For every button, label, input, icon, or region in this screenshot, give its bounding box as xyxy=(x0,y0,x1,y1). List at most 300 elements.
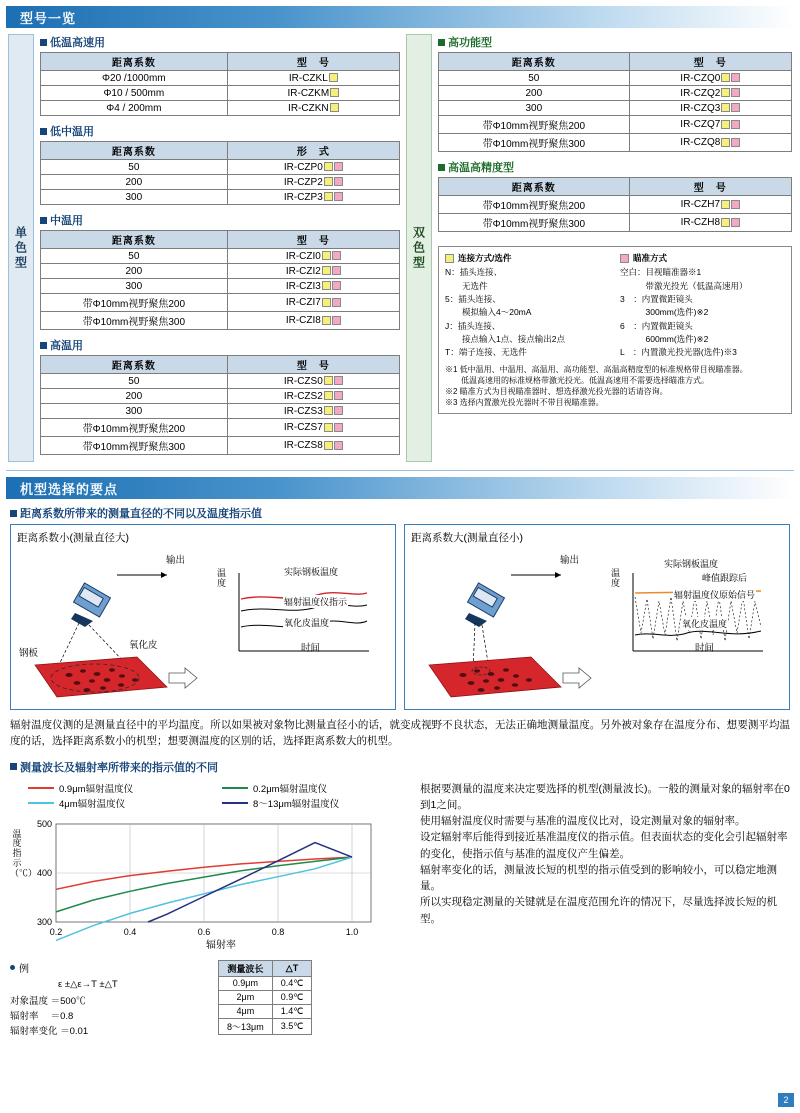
example-left xyxy=(10,960,210,1040)
chip-yellow-icon xyxy=(721,200,730,209)
chart-legend xyxy=(28,781,410,810)
section-1-banner xyxy=(6,6,794,28)
legend-item: N：插头连接、 xyxy=(445,267,503,278)
chart-x-axis-label: 辐射率 xyxy=(206,939,236,951)
legend-note: ※1 低中温用、中温用、高温用、高功能型、高温高精度型的标准规格带目视瞄准器。 xyxy=(445,364,748,374)
figure-2-curve-label-raw: 辐射温度仪原始信号 xyxy=(674,590,756,600)
chip-pink-icon xyxy=(334,192,343,201)
chip-pink-icon xyxy=(332,266,341,275)
cell-coef: 带Φ10mm视野聚焦300 xyxy=(41,312,228,330)
table-row xyxy=(219,1004,312,1018)
chip-yellow-icon xyxy=(721,88,730,97)
model-text: IR-CZP3 xyxy=(283,191,323,203)
table-row xyxy=(439,101,792,116)
model-text: IR-CZKL xyxy=(288,72,328,84)
svg-text:0.2: 0.2 xyxy=(49,926,63,937)
table-high-function xyxy=(438,52,792,152)
chip-yellow-icon xyxy=(324,406,333,415)
example-row: 辐射率 ＝0.8 xyxy=(10,1010,74,1022)
group-heading xyxy=(40,34,400,50)
model-text: IR-CZQ8 xyxy=(680,137,721,148)
chip-yellow-icon xyxy=(324,391,333,400)
figure-2-x-axis-label: 时间 xyxy=(695,643,715,654)
table-row xyxy=(41,374,400,389)
legend-item: 空白：目视瞄准器※1 xyxy=(620,267,702,278)
col-header: 形 式 xyxy=(227,142,399,160)
explanation-paragraph: 根据要测量的温度来决定要选择的机型(测量波长)。一般的测量对象的辐射率在0到1之间。 xyxy=(420,782,790,811)
col-header: △T xyxy=(272,960,312,976)
side-label-dual: 双色型 xyxy=(406,34,432,462)
legend-line-icon xyxy=(222,802,248,804)
cell-coef: 200 xyxy=(41,175,228,190)
legend-item: 带激光投光（低温高速用） xyxy=(620,280,748,291)
cell-coef: 200 xyxy=(439,86,630,101)
legend-label: 0.2μm辐射温度仪 xyxy=(253,783,328,795)
chip-yellow-icon xyxy=(330,103,339,112)
legend-note: ※2 瞄准方式为目视瞄准器时、想选择激光投光器的话请咨询。 xyxy=(445,386,668,396)
example-row: 辐射率变化 ＝0.01 xyxy=(10,1026,89,1038)
chip-yellow-icon xyxy=(322,298,331,307)
cell-model xyxy=(629,86,791,101)
figure-row xyxy=(10,524,790,710)
figure-1-plate-label: 钢板 xyxy=(19,648,39,659)
chip-yellow-icon xyxy=(721,73,730,82)
figure-1-curve-label-indicated: 辐射温度仪指示 xyxy=(284,597,348,607)
chip-yellow-icon xyxy=(322,316,331,325)
chip-pink-icon xyxy=(332,316,341,325)
model-text: IR-CZS2 xyxy=(283,390,323,402)
chart-svg xyxy=(26,814,406,942)
legend-item: 5：插头连接、 xyxy=(445,293,501,304)
cell-coef: 带Φ10mm视野聚焦200 xyxy=(41,419,228,437)
legend-box xyxy=(438,246,792,414)
group-heading-label: 高功能型 xyxy=(448,37,492,49)
table-row xyxy=(439,116,792,134)
col-header: 型 号 xyxy=(227,231,399,249)
col-header: 型 号 xyxy=(227,53,399,71)
subsection-1-heading xyxy=(10,505,790,521)
legend-notes xyxy=(445,364,785,409)
model-text: IR-CZP0 xyxy=(283,161,323,173)
cell-model xyxy=(227,389,399,404)
legend-item: 3 ：内置微距镜头 xyxy=(620,293,693,304)
emissivity-chart-row xyxy=(10,779,790,1040)
chart-legend-item xyxy=(222,781,410,795)
table-row xyxy=(219,976,312,990)
svg-text:1.0: 1.0 xyxy=(345,926,359,937)
table-row xyxy=(41,279,400,294)
group-heading xyxy=(40,212,400,228)
table-row xyxy=(439,71,792,86)
section-2-banner-wrap xyxy=(0,477,800,499)
cell-coef: Φ10 / 500mm xyxy=(41,86,228,101)
legend-label: 0.9μm辐射温度仪 xyxy=(59,783,134,795)
legend-item: 600mm(选件)※2 xyxy=(620,333,709,344)
cell-model xyxy=(227,249,399,264)
cell-coef: 带Φ10mm视野聚焦200 xyxy=(439,116,630,134)
chip-yellow-icon xyxy=(721,120,730,129)
chip-pink-icon xyxy=(731,103,740,112)
chip-pink-icon xyxy=(332,298,341,307)
table-row xyxy=(41,404,400,419)
model-text: IR-CZQ3 xyxy=(680,102,721,114)
group-high-function xyxy=(438,34,792,152)
example-row: 对象温度 ＝500℃ xyxy=(10,995,86,1007)
cell-coef: 带Φ10mm视野聚焦300 xyxy=(439,134,630,152)
model-text: IR-CZI3 xyxy=(285,280,321,292)
cell-model xyxy=(629,71,791,86)
model-text: IR-CZKN xyxy=(288,102,329,114)
square-bullet-icon xyxy=(40,342,47,349)
table-row xyxy=(41,160,400,175)
cell-coef: 300 xyxy=(439,101,630,116)
legend-note: ※3 选择内置激光投光器时不带目视瞄准器。 xyxy=(445,398,604,408)
cell-coef: Φ4 / 200mm xyxy=(41,101,228,116)
group-high-temp-precision xyxy=(438,159,792,232)
chip-yellow-icon xyxy=(324,423,333,432)
chip-yellow-icon xyxy=(322,281,331,290)
table-row xyxy=(41,437,400,455)
cell-delta-t: 3.5℃ xyxy=(272,1018,312,1034)
chip-yellow-icon xyxy=(329,73,338,82)
side-label-mono: 单色型 xyxy=(8,34,34,462)
svg-text:0.6: 0.6 xyxy=(197,926,211,937)
subsection-1-label: 距离系数所带来的测量直径的不同以及温度指示值 xyxy=(20,508,262,520)
table-row xyxy=(439,86,792,101)
col-header: 测量波长 xyxy=(219,960,273,976)
table-row xyxy=(439,134,792,152)
table-high-temp xyxy=(40,355,400,455)
group-heading-label: 中温用 xyxy=(50,215,83,227)
chip-yellow-icon xyxy=(324,441,333,450)
table-row xyxy=(41,71,400,86)
chip-pink-icon xyxy=(334,406,343,415)
group-low-mid-temp xyxy=(40,123,400,205)
figure-2-curve-label-peak: 峰值跟踪后 xyxy=(702,573,748,583)
group-heading-label: 高温高精度型 xyxy=(448,162,514,174)
cell-model xyxy=(227,312,399,330)
figure-1-x-axis-label: 时间 xyxy=(301,643,321,654)
figure-2-title: 距离系数大(测量直径小) xyxy=(411,532,523,544)
legend-item: 无选件 xyxy=(445,280,488,291)
cell-wavelength: 0.9μm xyxy=(219,976,273,990)
col-header: 距离系数 xyxy=(41,356,228,374)
square-bullet-icon xyxy=(10,510,17,517)
cell-coef: 300 xyxy=(41,404,228,419)
legend-item: 模拟输入4～20mA xyxy=(445,307,532,318)
table-row xyxy=(41,419,400,437)
chip-yellow-icon xyxy=(322,251,331,260)
cell-coef: 50 xyxy=(41,374,228,389)
subsection-2-label: 测量波长及辐射率所带来的指示值的不同 xyxy=(20,761,218,774)
chip-pink-icon xyxy=(731,218,740,227)
col-header: 距离系数 xyxy=(41,231,228,249)
legend-item: L ：内置激光投光器(选件)※3 xyxy=(620,347,737,358)
table-low-temp-high-speed xyxy=(40,52,400,116)
chart-legend-item xyxy=(28,796,216,810)
cell-coef: 带Φ10mm视野聚焦300 xyxy=(41,437,228,455)
cell-coef: 200 xyxy=(41,389,228,404)
legend-aiming-head xyxy=(620,252,785,264)
chip-pink-icon xyxy=(731,73,740,82)
chip-pink-icon xyxy=(334,177,343,186)
model-text: IR-CZI0 xyxy=(285,250,321,262)
figure-1-output-label: 输出 xyxy=(166,555,186,566)
cell-coef: 50 xyxy=(41,160,228,175)
model-text: IR-CZI2 xyxy=(285,265,321,277)
section-1-title: 型号一览 xyxy=(20,10,77,26)
chart-legend-item xyxy=(28,781,216,795)
table-row xyxy=(41,86,400,101)
table-low-mid-temp xyxy=(40,141,400,205)
sensitivity-table xyxy=(218,960,312,1035)
group-heading xyxy=(438,159,792,175)
table-row xyxy=(219,990,312,1004)
chip-pink-icon xyxy=(620,254,629,263)
example-bullet xyxy=(10,960,210,975)
cell-model xyxy=(629,134,791,152)
table-row xyxy=(41,312,400,330)
legend-aiming-title: 瞄准方式 xyxy=(633,253,668,263)
model-text: IR-CZQ0 xyxy=(680,72,721,84)
square-bullet-icon xyxy=(40,39,47,46)
figure-2-y-axis-label: 温度 xyxy=(611,568,621,588)
legend-aiming xyxy=(620,252,785,360)
chip-pink-icon xyxy=(334,441,343,450)
col-header: 距离系数 xyxy=(439,178,630,196)
legend-label: 4μm辐射温度仪 xyxy=(59,798,126,810)
figure-1-scale-label: 氧化皮 xyxy=(129,640,158,651)
explanation-paragraph: 使用辐射温度仪时需要与基准的温度仪比对，设定测量对象的辐射率。 xyxy=(420,815,746,828)
table-row xyxy=(41,175,400,190)
cell-model xyxy=(227,404,399,419)
cell-coef: Φ20 /1000mm xyxy=(41,71,228,86)
model-text: IR-CZS0 xyxy=(283,375,323,387)
cell-model xyxy=(227,419,399,437)
legend-item: J：插头连接、 xyxy=(445,320,501,331)
section-1-banner-wrap xyxy=(0,6,800,28)
legend-connection xyxy=(445,252,610,360)
example-block xyxy=(10,960,410,1040)
table-mid-temp xyxy=(40,230,400,330)
figure-1-curve-label-actual: 实际钢板温度 xyxy=(284,567,339,577)
group-high-temp xyxy=(40,337,400,455)
square-bullet-icon xyxy=(438,39,445,46)
chip-yellow-icon xyxy=(721,103,730,112)
group-low-temp-high-speed xyxy=(40,34,400,116)
mono-type-column xyxy=(40,34,400,462)
table-row xyxy=(41,249,400,264)
table-row xyxy=(41,101,400,116)
table-row xyxy=(439,214,792,232)
paragraph-coefficient: 辐射温度仪测的是测量直径中的平均温度。所以如果被对象物比测量直径小的话，就变成视野不良状态，无法正确地测量温度。另外被对象存在温度分布、想要测平均温度的话，选择距离系数小的机型；想要测温度的区别的话，选择距离系数大的机型。 xyxy=(10,719,790,748)
table-row xyxy=(41,264,400,279)
section-2-banner xyxy=(6,477,794,499)
legend-item: 接点输入1点、接点输出2点 xyxy=(445,333,565,344)
example-formula: ε ±△ε→T ±△T xyxy=(58,978,118,990)
svg-text:300: 300 xyxy=(36,916,52,927)
cell-delta-t: 0.9℃ xyxy=(272,990,312,1004)
cell-model xyxy=(227,86,399,101)
example-label: 例 xyxy=(19,963,29,975)
chip-yellow-icon xyxy=(721,138,730,147)
cell-model xyxy=(227,294,399,312)
cell-model xyxy=(629,101,791,116)
model-text: IR-CZQ2 xyxy=(680,87,721,99)
chip-yellow-icon xyxy=(324,162,333,171)
legend-columns xyxy=(445,252,785,360)
chip-yellow-icon xyxy=(322,266,331,275)
group-heading-label: 低温高速用 xyxy=(50,37,105,49)
cell-model xyxy=(227,264,399,279)
svg-text:500: 500 xyxy=(36,818,52,829)
table-high-temp-precision xyxy=(438,177,792,232)
dual-type-column xyxy=(438,34,792,462)
svg-text:0.8: 0.8 xyxy=(271,926,285,937)
group-mid-temp xyxy=(40,212,400,330)
cell-model xyxy=(227,175,399,190)
cell-coef: 300 xyxy=(41,190,228,205)
cell-model xyxy=(227,101,399,116)
square-bullet-icon xyxy=(10,763,17,770)
subsection-2-heading xyxy=(10,759,790,775)
cell-wavelength: 2μm xyxy=(219,990,273,1004)
chip-pink-icon xyxy=(731,200,740,209)
emissivity-explanation xyxy=(420,779,790,1040)
model-text: IR-CZQ7 xyxy=(680,119,721,130)
explanation-paragraph: 辐射率变化的话，测量波长短的机型的指示值受到的影响较小，可以稳定地测量。 xyxy=(420,863,777,893)
group-heading xyxy=(40,123,400,139)
cell-coef: 50 xyxy=(439,71,630,86)
svg-text:0.4: 0.4 xyxy=(123,926,137,937)
chip-pink-icon xyxy=(334,391,343,400)
emissivity-chart-side xyxy=(10,779,410,1040)
model-list-area xyxy=(0,28,800,462)
model-text: IR-CZH7 xyxy=(680,199,721,210)
legend-line-icon xyxy=(28,787,54,789)
cell-wavelength: 4μm xyxy=(219,1004,273,1018)
square-bullet-icon xyxy=(438,164,445,171)
cell-wavelength: 8～13μm xyxy=(219,1018,273,1034)
section-divider xyxy=(6,470,794,471)
cell-coef: 300 xyxy=(41,279,228,294)
legend-item: 6 ：内置微距镜头 xyxy=(620,320,693,331)
chip-pink-icon xyxy=(334,423,343,432)
legend-line-icon xyxy=(28,802,54,804)
cell-delta-t: 1.4℃ xyxy=(272,1004,312,1018)
figure-1-title: 距离系数小(测量直径大) xyxy=(17,532,129,544)
figure-2-curve-label-scale: 氧化皮温度 xyxy=(682,619,728,629)
cell-model xyxy=(629,214,791,232)
chip-pink-icon xyxy=(334,162,343,171)
chart-y-axis-label: 温度指示（℃） xyxy=(10,828,38,879)
cell-coef: 带Φ10mm视野聚焦200 xyxy=(41,294,228,312)
col-header: 型 号 xyxy=(227,356,399,374)
model-text: IR-CZS3 xyxy=(283,405,323,417)
legend-note: 低温高速用的标准规格带激光投光。低温高速用不需要选择瞄准方式。 xyxy=(445,375,709,385)
figure-small-coefficient xyxy=(10,524,396,710)
cell-coef: 50 xyxy=(41,249,228,264)
square-bullet-icon xyxy=(40,128,47,135)
cell-model xyxy=(227,190,399,205)
col-header: 距离系数 xyxy=(41,142,228,160)
model-text: IR-CZS8 xyxy=(283,440,323,451)
col-header: 型 号 xyxy=(629,53,791,71)
figure-1-y-axis-label: 温度 xyxy=(217,568,227,588)
selection-points-area xyxy=(0,499,800,1039)
legend-connection-title: 连接方式/选件 xyxy=(458,253,512,263)
col-header: 距离系数 xyxy=(41,53,228,71)
square-bullet-icon xyxy=(40,217,47,224)
group-heading xyxy=(40,337,400,353)
example-text xyxy=(10,977,210,1040)
group-heading-label: 低中温用 xyxy=(50,126,94,138)
group-heading xyxy=(438,34,792,50)
chip-yellow-icon xyxy=(324,192,333,201)
chart-legend-item xyxy=(222,796,410,810)
chip-pink-icon xyxy=(332,281,341,290)
cell-coef: 带Φ10mm视野聚焦200 xyxy=(439,196,630,214)
cell-model xyxy=(227,160,399,175)
legend-item: T：端子连接、无选件 xyxy=(445,347,527,358)
table-row xyxy=(41,389,400,404)
chip-yellow-icon xyxy=(330,88,339,97)
col-header: 距离系数 xyxy=(439,53,630,71)
cell-model xyxy=(227,71,399,86)
cell-model xyxy=(227,279,399,294)
chip-yellow-icon xyxy=(324,177,333,186)
chip-pink-icon xyxy=(334,376,343,385)
table-row xyxy=(219,1018,312,1034)
page-number: 2 xyxy=(778,1093,794,1107)
cell-model xyxy=(629,116,791,134)
explanation-paragraph: 所以实现稳定测量的关键就是在温度范围允许的情况下，尽量选择波长短的机型。 xyxy=(420,896,777,925)
figure-2-curve-label-actual: 实际钢板温度 xyxy=(664,559,719,569)
chip-pink-icon xyxy=(731,120,740,129)
emissivity-chart xyxy=(10,814,410,951)
cell-coef: 带Φ10mm视野聚焦300 xyxy=(439,214,630,232)
table-row xyxy=(41,294,400,312)
model-text: IR-CZP2 xyxy=(283,176,323,188)
figure-large-coefficient xyxy=(404,524,790,710)
cell-model xyxy=(629,196,791,214)
cell-model xyxy=(227,374,399,389)
model-text: IR-CZS7 xyxy=(283,422,323,433)
cell-coef: 200 xyxy=(41,264,228,279)
cell-delta-t: 0.4℃ xyxy=(272,976,312,990)
dot-icon xyxy=(10,965,15,970)
chip-yellow-icon xyxy=(445,254,454,263)
col-header: 型 号 xyxy=(629,178,791,196)
chip-yellow-icon xyxy=(721,218,730,227)
chip-pink-icon xyxy=(731,88,740,97)
legend-label: 8～13μm辐射温度仪 xyxy=(253,798,340,810)
model-text: IR-CZH8 xyxy=(680,217,721,228)
cell-model xyxy=(227,437,399,455)
chip-pink-icon xyxy=(332,251,341,260)
legend-item: 300mm(选件)※2 xyxy=(620,307,709,318)
group-heading-label: 高温用 xyxy=(50,340,83,352)
model-text: IR-CZI8 xyxy=(285,315,321,326)
svg-text:400: 400 xyxy=(36,867,52,878)
chip-pink-icon xyxy=(731,138,740,147)
model-text: IR-CZI7 xyxy=(285,297,321,308)
legend-line-icon xyxy=(222,787,248,789)
figure-1-curve-label-scale: 氧化皮温度 xyxy=(284,618,330,628)
table-row xyxy=(41,190,400,205)
chip-yellow-icon xyxy=(324,376,333,385)
figure-2-output-label: 输出 xyxy=(560,555,580,566)
